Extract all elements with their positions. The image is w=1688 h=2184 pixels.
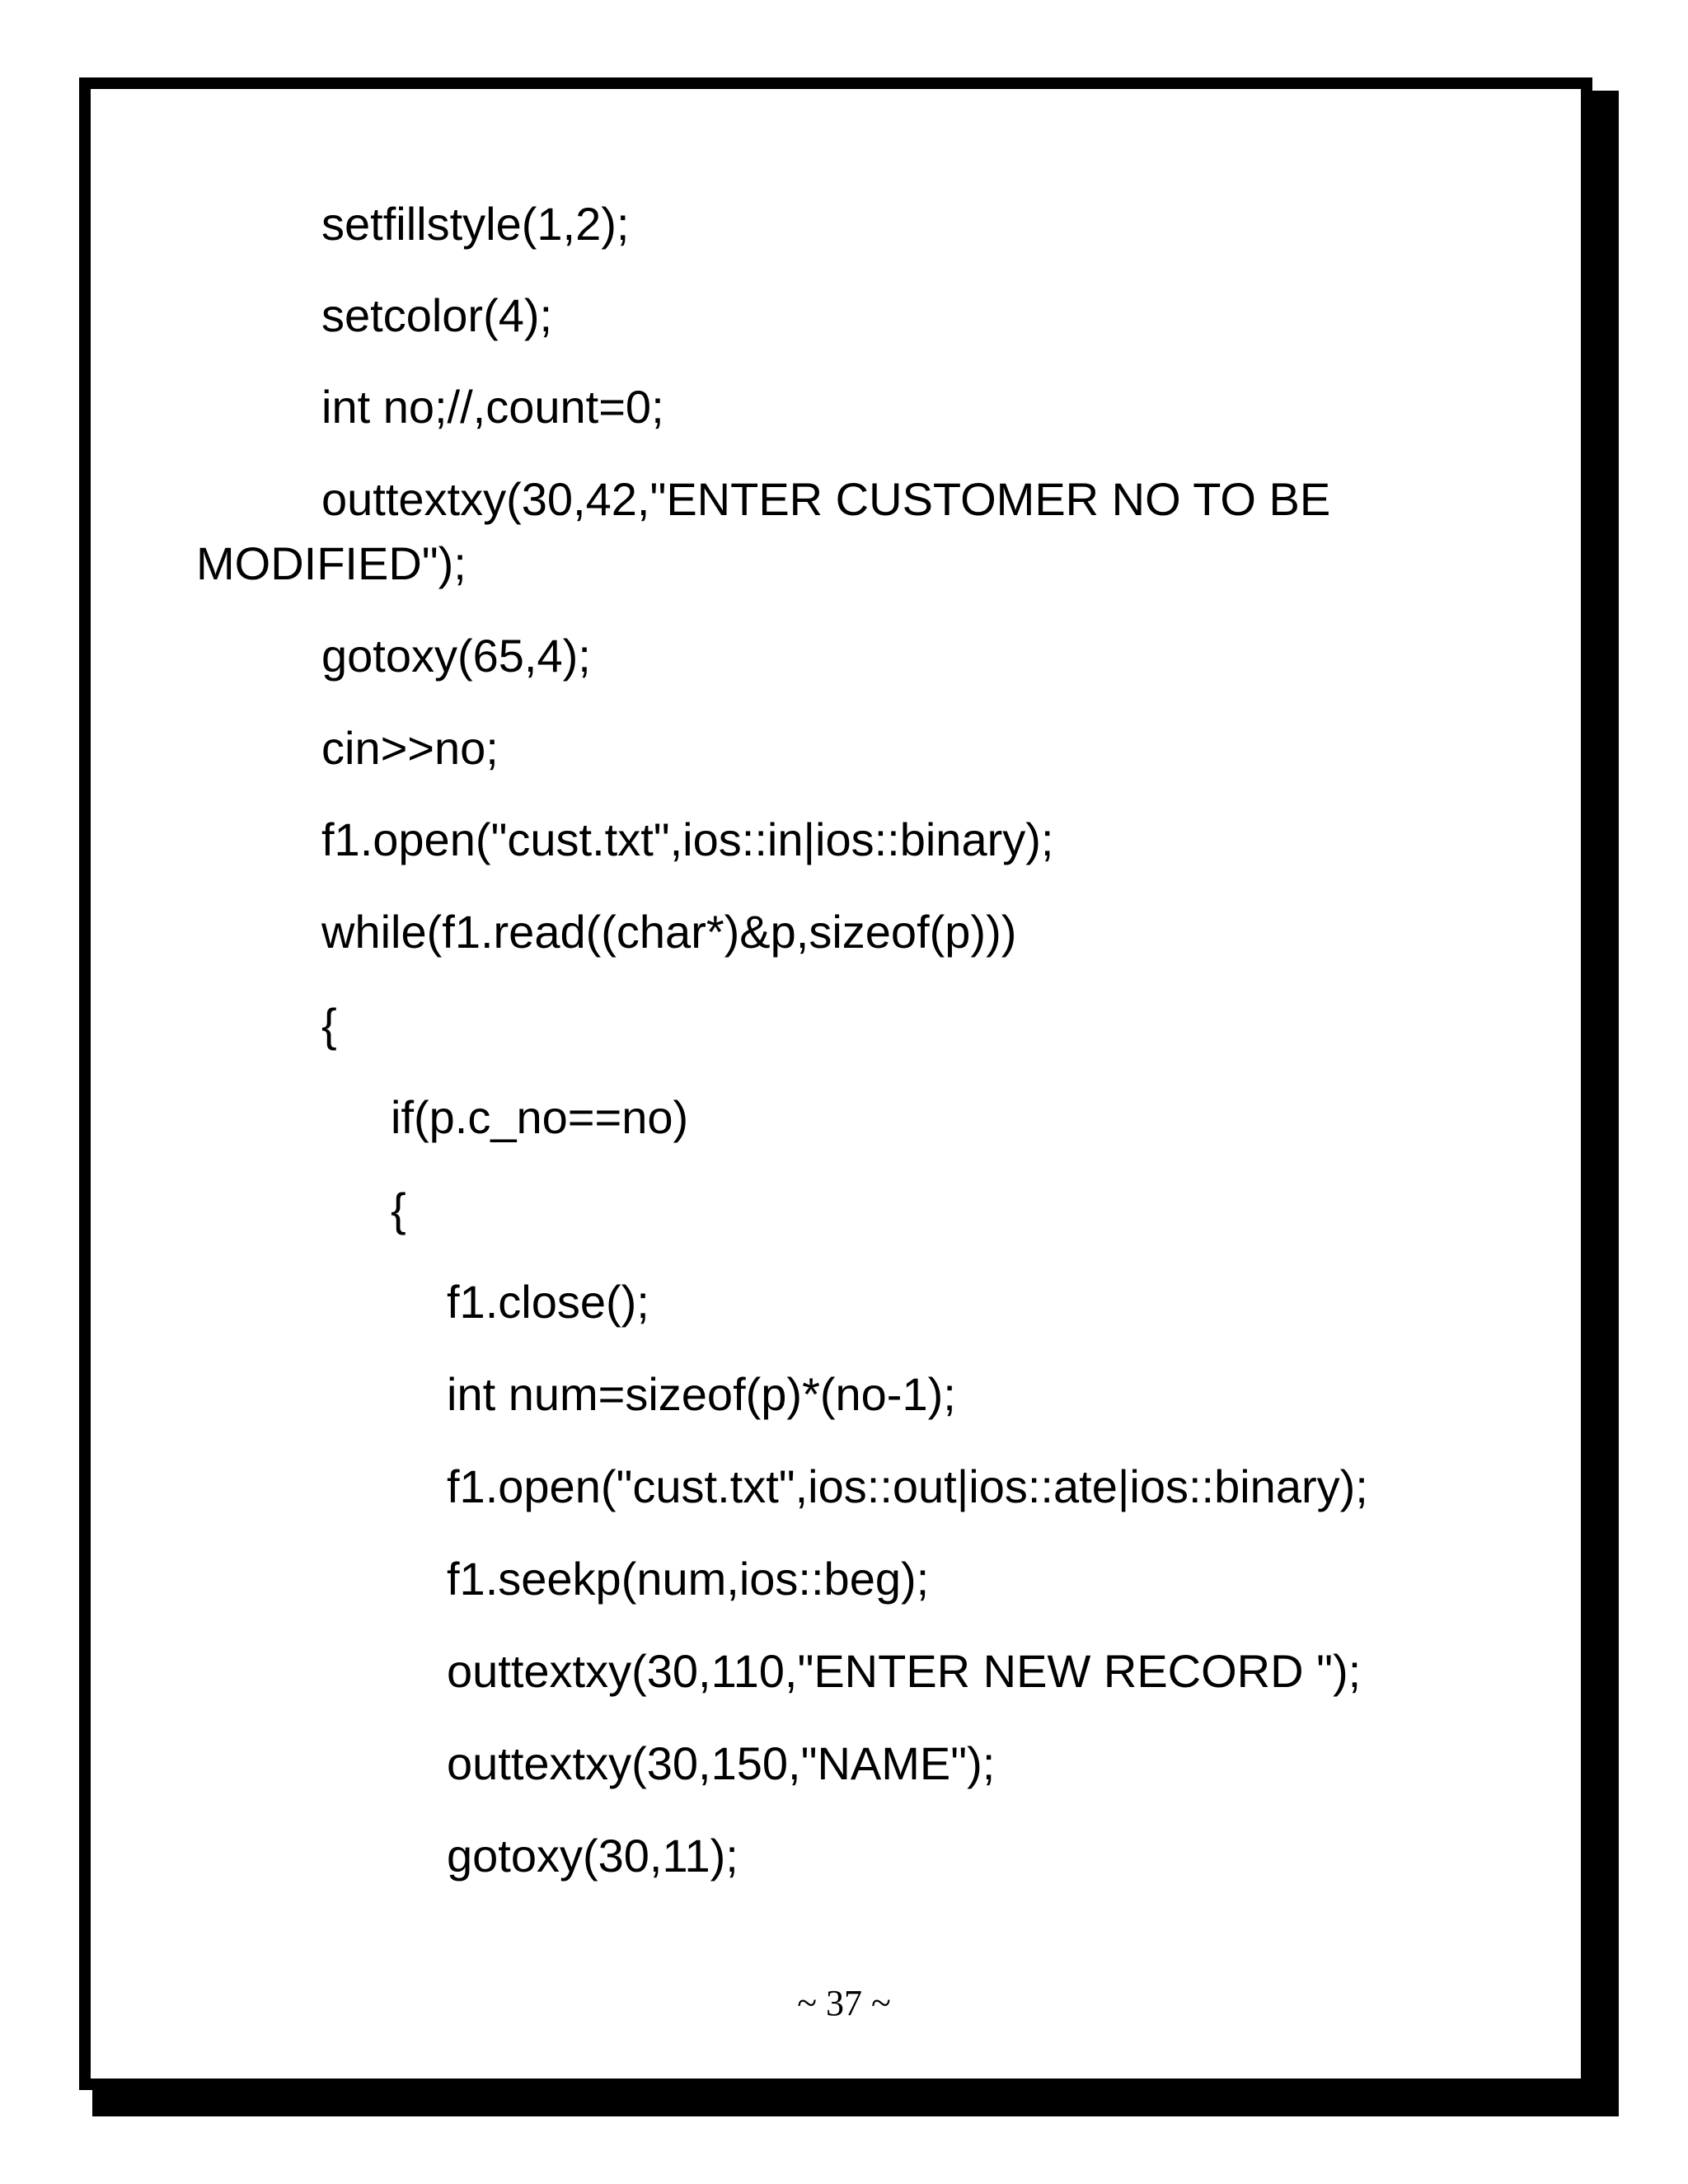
code-line: f1.open("cust.txt",ios::in|ios::binary); [321,813,1054,865]
code-line: f1.open("cust.txt",ios::out|ios::ate|ios::binary); [447,1460,1368,1512]
code-line: { [321,999,337,1051]
code-line: int num=sizeof(p)*(no-1); [447,1368,956,1420]
code-line: f1.close(); [447,1276,649,1328]
code-line: MODIFIED"); [196,537,467,589]
code-line: outtextxy(30,150,"NAME"); [447,1737,996,1789]
code-line: cin>>no; [321,722,499,774]
code-line: if(p.c_no==no) [391,1091,689,1143]
code-line: gotoxy(30,11); [447,1830,738,1882]
code-line: f1.seekp(num,ios::beg); [447,1553,930,1605]
code-line: outtextxy(30,42,"ENTER CUSTOMER NO TO BE [321,473,1331,525]
code-line: { [391,1183,406,1235]
code-line: setcolor(4); [321,289,553,341]
code-line: int no;//,count=0; [321,381,664,433]
code-line: gotoxy(65,4); [321,630,591,682]
page-number: ~ 37 ~ [797,1983,891,2023]
code-line: outtextxy(30,110,"ENTER NEW RECORD "); [447,1645,1362,1697]
code-line: while(f1.read((char*)&p,sizeof(p))) [321,906,1017,958]
code-line: setfillstyle(1,2); [321,198,630,250]
